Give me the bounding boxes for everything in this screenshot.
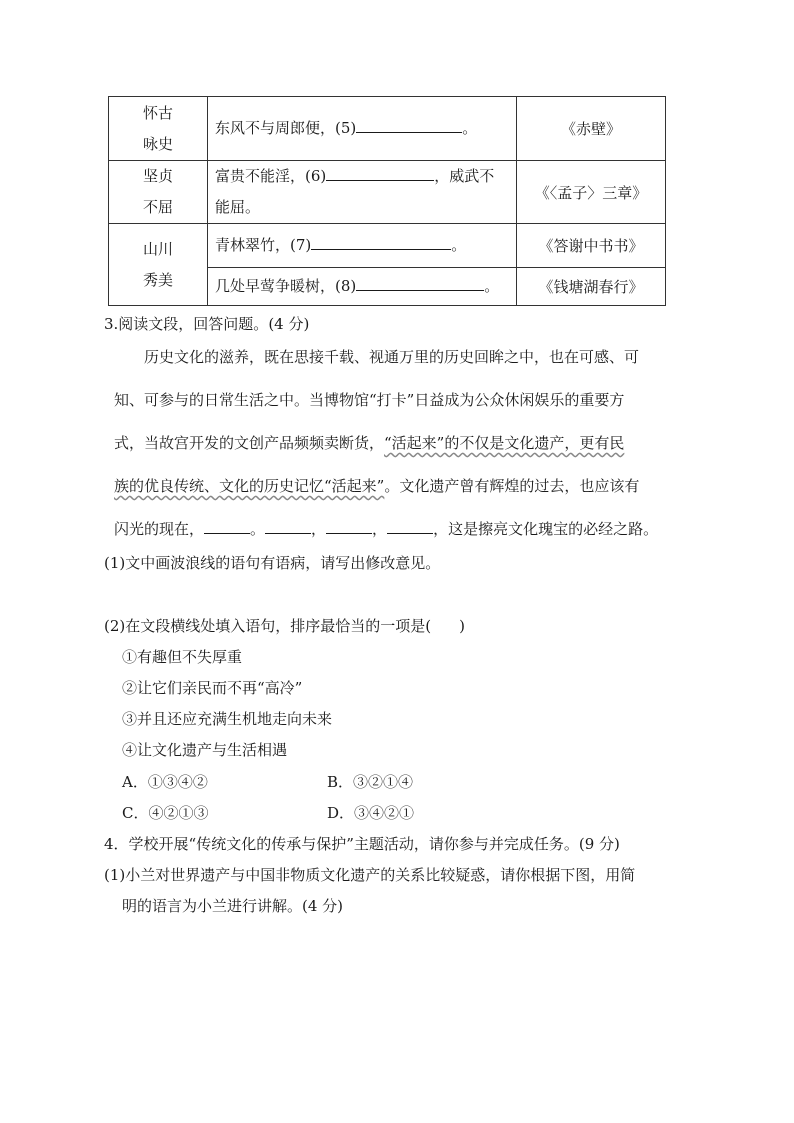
table-row <box>109 161 666 224</box>
theme-cell: 山川 秀美 <box>109 224 208 306</box>
verse-cell: 东风不与周郎便，(5) 。 <box>208 97 517 161</box>
source-cell: 《钱塘湖春行》 <box>517 268 666 306</box>
source-cell: 《赤壁》 <box>517 97 666 161</box>
verse-cell: 青林翠竹，(7) 。 <box>208 224 517 268</box>
fill-blank[interactable] <box>265 519 311 534</box>
wavy-underlined-sentence: 族的优良传统、文化的历史记忆“活起来” <box>114 477 385 495</box>
list-item: ①有趣但不失厚重 <box>122 648 243 666</box>
question-3-title: 3.阅读文段，回答问题。(4 分) <box>104 315 310 333</box>
answer-blank[interactable] <box>356 274 484 291</box>
list-item: ②让它们亲民而不再“高冷” <box>122 679 303 697</box>
theme-cell: 怀古 咏史 <box>109 97 208 161</box>
theme-cell: 坚贞 不屈 <box>109 161 208 224</box>
fill-blank[interactable] <box>387 519 433 534</box>
reading-passage: 历史文化的滋养，既在思接千载、视通万里的历史回眸之中，也在可感、可 知、可参与的日常生活之中。当博物馆“打卡”日益成为公众休闲娱乐的重要方 式，当故宫开发的文创产品频频卖断货，“活起来”的不仅是文化遗产，更有民 族的优良传统、文化的历史记忆“活起来”。文化遗产曾有辉煌的过去，也应该有 闪光的现在， 。 ， ， ，这是擦亮文化瑰宝的必经之路。 <box>114 348 659 538</box>
question-4-sub-1-cont: 明的语言为小兰进行讲解。(4 分) <box>122 897 344 915</box>
verse-cell: 富贵不能淫，(6) ，威武不 能屈。 <box>208 161 517 224</box>
answer-blank[interactable] <box>326 164 434 181</box>
question-4-sub-1: (1)小兰对世界遗产与中国非物质文化遗产的关系比较疑惑，请你根据下图，用简 <box>104 866 636 884</box>
question-3-sub-1: (1)文中画波浪线的语句有语病，请写出修改意见。 <box>104 554 441 572</box>
answer-blank[interactable] <box>356 116 462 133</box>
fill-blank[interactable] <box>326 519 372 534</box>
option-d[interactable]: D．③④②① <box>327 804 415 822</box>
option-b[interactable]: B．③②①④ <box>327 773 414 791</box>
fill-blank[interactable] <box>204 519 250 534</box>
question-4-title: 4．学校开展“传统文化的传承与保护”主题活动，请你参与并完成任务。(9 分) <box>104 835 620 853</box>
table-row <box>109 224 666 268</box>
list-item: ③并且还应充满生机地走向未来 <box>122 710 333 728</box>
option-a[interactable]: A．①③④② <box>122 773 208 791</box>
source-cell: 《答谢中书书》 <box>517 224 666 268</box>
poem-table <box>108 96 666 306</box>
verse-cell: 几处早莺争暖树，(8) 。 <box>208 268 517 306</box>
answer-blank[interactable] <box>311 233 451 250</box>
table-row <box>109 97 666 161</box>
wavy-underlined-sentence: “活起来”的不仅是文化遗产，更有民 <box>384 434 625 452</box>
source-cell: 《〈孟子〉三章》 <box>517 161 666 224</box>
list-item: ④让文化遗产与生活相遇 <box>122 741 288 759</box>
option-c[interactable]: C．④②①③ <box>122 804 209 822</box>
question-3-sub-2: (2)在文段横线处填入语句，排序最恰当的一项是( ) <box>104 617 465 635</box>
